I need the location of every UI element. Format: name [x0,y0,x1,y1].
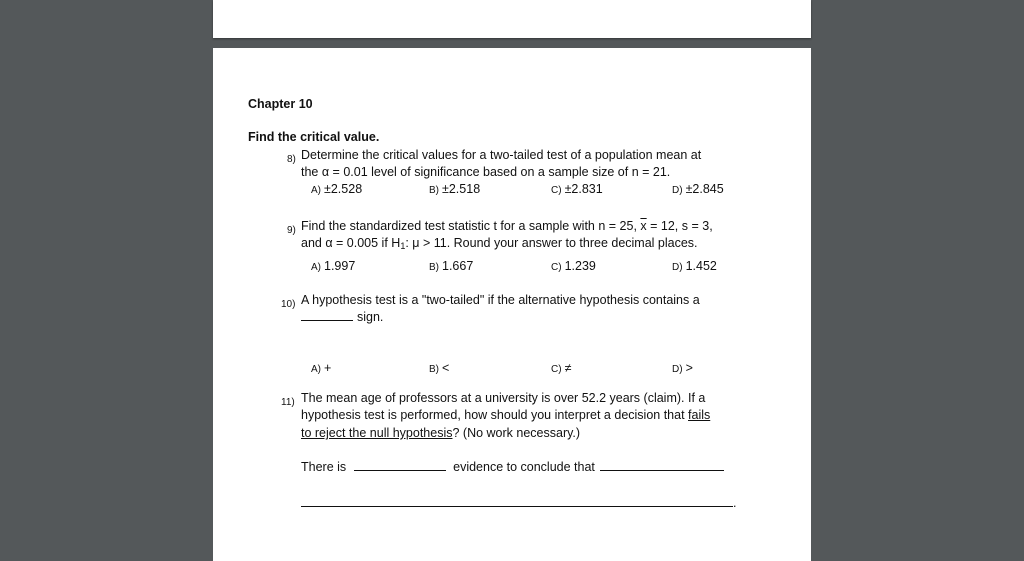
option-c: C) ≠ [551,361,572,375]
option-b: B) < [429,361,450,375]
question-text-line: sign. [301,309,383,326]
option-d: D) ±2.845 [672,182,724,196]
answer-line: . [301,495,736,512]
question-number: 11) [281,397,295,408]
previous-page [213,0,811,38]
question-text-line: Determine the critical values for a two-tailed test of a population mean at [301,148,702,162]
option-b: B) ±2.518 [429,182,481,196]
option-d: D) > [672,361,693,375]
option-a: A) + [311,361,332,375]
question-text-line: A hypothesis test is a "two-tailed" if the alternative hypothesis contains a [301,293,700,307]
answer-blank [301,495,733,507]
answer-line: There is evidence to conclude that [301,459,724,476]
option-b: B) 1.667 [429,259,474,273]
option-c: C) ±2.831 [551,182,603,196]
question-number: 8) [287,154,296,165]
question-text-line: and α = 0.005 if $H_1$: μ > 11. Round your answer to three decimal places. [301,236,698,251]
section-heading: Find the critical value. [248,130,380,144]
question-text-line: to reject the null hypothesis? (No work necessary.) [301,426,581,440]
question-text-line: hypothesis test is performed, how should you interpret a decision that fails [301,408,711,422]
option-a: A) ±2.528 [311,182,363,196]
question-number: 10) [281,299,296,310]
option-a: A) 1.997 [311,259,356,273]
document-page [213,48,811,561]
question-text-line: The mean age of professors at a university is over 52.2 years (claim). If a [301,391,706,405]
chapter-title: Chapter 10 [248,97,313,111]
answer-blank [600,459,724,471]
question-text-line: the α = 0.01 level of significance based on a sample size of n = 21. [301,165,671,179]
question-text-line: Find the standardized test statistic t for a sample with n = 25, $\overline{x} = 12$, s = 3, [301,219,713,233]
x-bar-symbol: $\overline{x}$ [640,219,647,233]
question-number: 9) [287,225,296,236]
option-c: C) 1.239 [551,259,596,273]
answer-blank [354,459,446,471]
answer-blank [301,309,353,321]
option-d: D) 1.452 [672,259,717,273]
